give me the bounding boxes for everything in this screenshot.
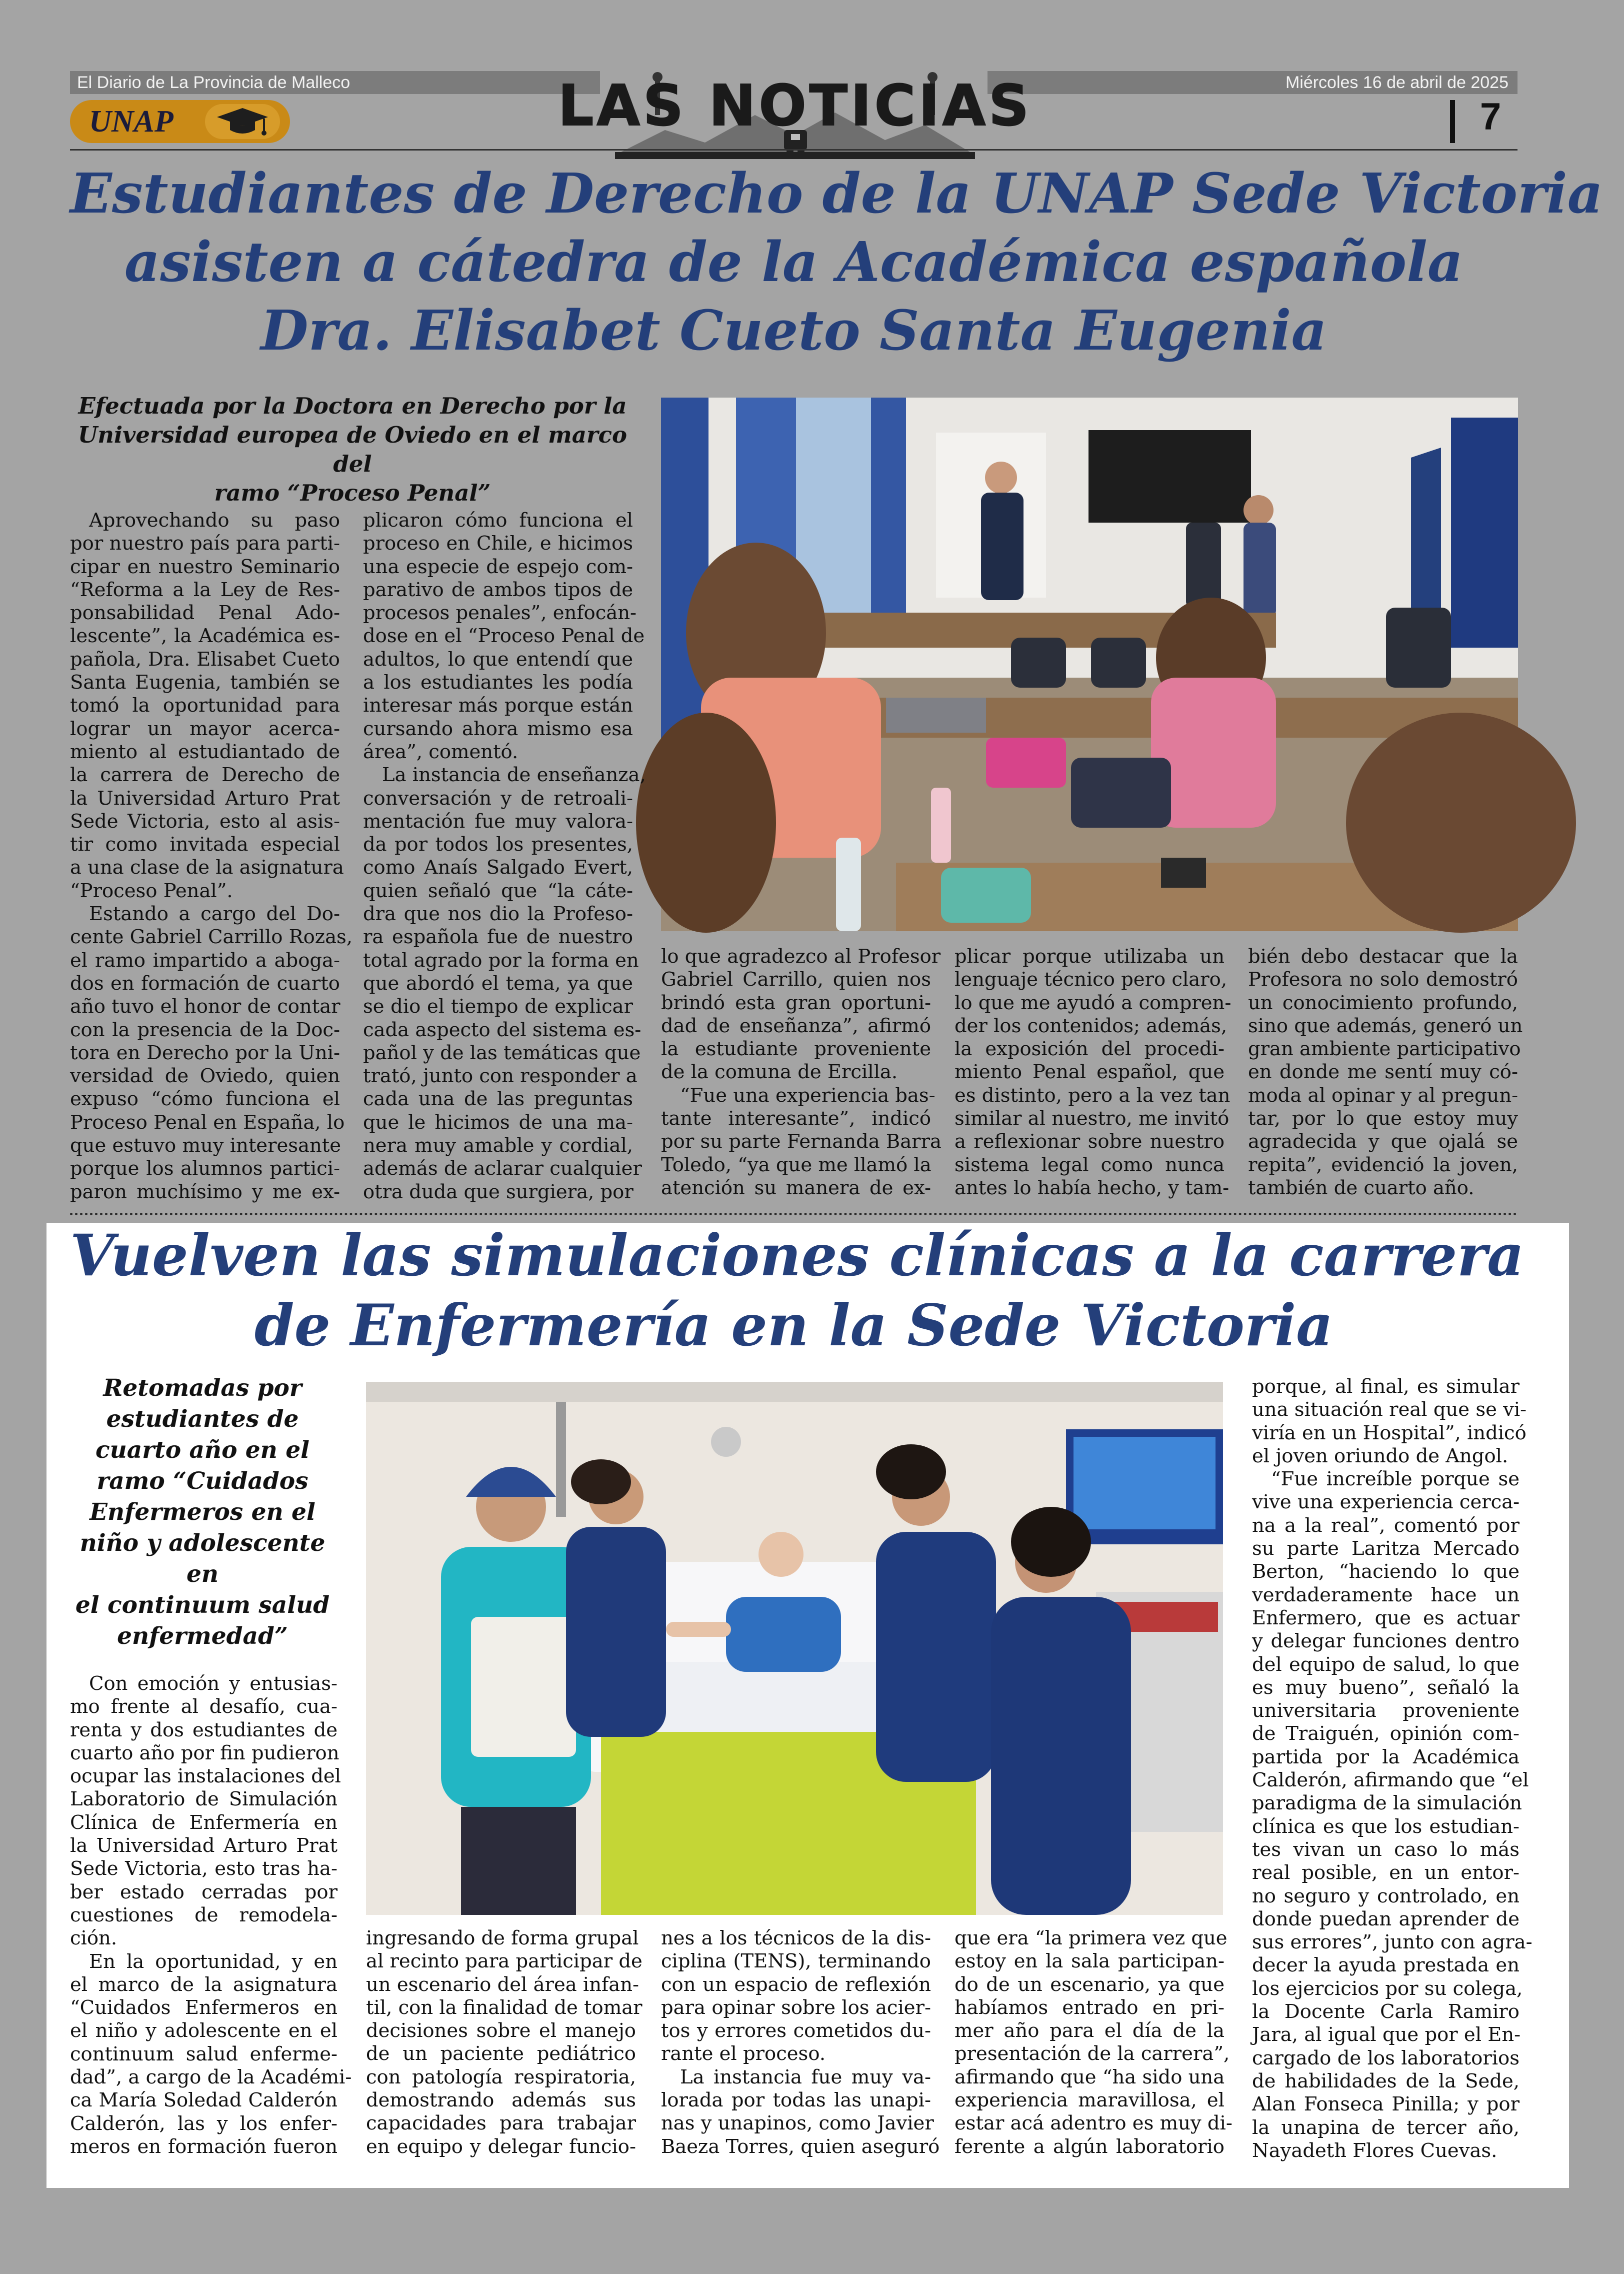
article1-column [363,509,646,1204]
text-line: dose en el “Proceso Penal de [363,625,645,648]
text-line: mer año para el día de la [954,2019,1224,2042]
text-line: clínica es que los estudian- [1252,1815,1520,1838]
text-line: ra española fue de nuestro [363,926,633,949]
section-badge [70,100,290,143]
text-line: total agrado por la forma en [363,949,639,972]
text-line: su parte Laritza Mercado [1252,1537,1520,1560]
text-line: “Reforma a la Ley de Res- [70,578,340,601]
section-badge-label: UNAP [89,105,174,139]
text-line: rante el proceso. [661,2042,826,2065]
deck-line: enfermedad” [117,1622,288,1650]
text-line: un escenario del área infan- [366,1973,640,1996]
text-line: Calderón, afirmando que “el [1252,1769,1529,1792]
article1-headline [70,159,1604,365]
text-line: ber estado cerradas por [70,1880,338,1903]
text-line: Santa Eugenia, también se [70,671,340,694]
text-line: habíamos entrado en pri- [954,1996,1224,2019]
text-line: ción. [70,1927,118,1950]
article2-column [70,1672,352,2158]
text-line: Alan Fonseca Pinilla; y por [1252,2093,1520,2116]
text-line: expuso “cómo funciona el [70,1088,340,1111]
article2-deck [70,1373,335,1652]
deck-line: Universidad europea de Oviedo en el marco del [78,422,627,477]
text-line: Estando a cargo del Do- [89,903,340,926]
text-line: el marco de la asignatura [70,1973,338,1996]
text-line: parativo de ambos tipos de [363,578,633,601]
deck-line: cuarto año en el [96,1436,310,1464]
text-line: Profesora no solo demostró [1248,968,1518,991]
text-line: Clínica de Enfermería en [70,1811,338,1834]
text-line: la carrera de Derecho de [70,764,340,787]
text-line: ocupar las instalaciones del [70,1765,341,1788]
text-line: donde puedan aprender de [1252,1907,1520,1930]
text-line: sino que además, generó un [1248,1014,1523,1037]
page-number-divider [1450,100,1455,143]
text-line: meros en formación fueron [70,2135,338,2158]
text-line: Laboratorio de Simulación [70,1788,338,1811]
text-line: atención su manera de ex- [661,1176,931,1199]
article2-headline [70,1220,1524,1360]
text-line: ca María Soledad Calderón [70,2089,338,2112]
text-line: que abordó el tema, ya que [363,972,633,995]
text-line: Gabriel Carrillo, quien nos [661,968,931,991]
text-line: que le hicimos de una ma- [363,1111,633,1134]
text-line: que era “la primera vez que [954,1927,1228,1949]
text-line: der los contenidos; además, [954,1014,1228,1037]
text-line: plicar porque utilizaba un [954,945,1224,968]
text-line: en equipo y delegar funcio- [366,2135,636,2158]
text-line: sus errores”, junto con agra- [1252,1931,1532,1954]
text-line: adultos, lo que entendí que [363,648,633,671]
deck-line: Retomadas por [103,1374,302,1402]
text-line: que estuvo muy interesante [70,1134,342,1157]
article1-deck [70,392,635,508]
text-line: al recinto para participar de [366,1950,642,1973]
text-line: Nayadeth Flores Cuevas. [1252,2139,1498,2162]
text-line: bién debo destacar que la [1248,945,1518,968]
text-line: es distinto, pero a la vez tan [954,1084,1230,1107]
deck-line: estudiantes de [106,1405,299,1433]
text-line: do de un escenario, ya que [954,1973,1224,1996]
text-line: decer la ayuda prestada en [1252,1954,1520,1977]
text-line: el joven oriundo de Angol. [1252,1444,1508,1467]
text-line: dra que nos dio la Profeso- [363,903,633,926]
text-line: miento Penal español, que [954,1061,1224,1084]
text-line: Toledo, “ya que me llamó la [661,1153,932,1176]
text-line: a los estudiantes les podía [363,671,633,694]
text-line: paron muchísimo y me ex- [70,1180,340,1203]
text-line: año tuvo el honor de contar [70,995,340,1018]
headline-line: Estudiantes de Derecho de la UNAP Sede Victoria [70,161,1604,226]
text-line: repita”, evidenció la joven, [1248,1153,1518,1176]
text-line: da por todos los presentes, [363,833,633,856]
text-line: la unapina de tercer año, [1252,2116,1520,2139]
text-line: Jara, al igual que por el En- [1252,2023,1521,2046]
text-line: con la presencia de la Doc- [70,1018,340,1041]
text-line: En la oportunidad, y en [89,1950,338,1973]
text-line: un conocimiento profundo, [1248,991,1518,1014]
text-line: dad de enseñanza”, afirmó [661,1014,931,1037]
text-line: Con emoción y entusias- [89,1672,338,1695]
text-line: continuum salud enferme- [70,2042,338,2065]
text-line: una especie de espejo com- [363,555,633,578]
text-line: demostrando además sus [366,2089,636,2112]
headline-line: Vuelven las simulaciones clínicas a la carrera [70,1222,1524,1289]
article1-column [661,945,942,1200]
text-line: decisiones sobre el manejo [366,2019,636,2042]
text-line: Berton, “haciendo lo que [1252,1560,1520,1583]
text-line: lograr un mayor acerca- [70,717,340,740]
text-line: La instancia de enseñanza, [382,764,646,787]
text-line: nas y unapinos, como Javier [661,2112,934,2135]
text-line: cuarto año por fin pudieron [70,1741,340,1764]
text-line: como Anaís Salgado Evert, [363,856,633,879]
text-line: dad”, a cargo de la Académi- [70,2066,352,2089]
text-line: otra duda que surgiera, por [363,1180,634,1203]
text-line: es muy bueno”, señaló la [1252,1676,1520,1699]
text-line: lo que agradezco al Profesor [661,945,941,968]
text-line: tos y errores cometidos du- [661,2019,931,2042]
text-line: paradigma de la simulación [1252,1792,1522,1815]
text-line: cursando ahora mismo esa [363,717,633,740]
text-line: nera muy amable y cordial, [363,1134,633,1157]
text-line: presentación de la carrera”, [954,2042,1230,2065]
text-line: agradecida y que ojalá se [1248,1130,1518,1153]
text-line: cipar en nuestro Seminario [70,555,340,578]
text-line: por nuestro país para parti- [70,532,340,555]
text-line: cada aspecto del sistema es- [363,1018,642,1041]
text-line: área”, comentó. [363,740,518,763]
text-line: y delegar funciones dentro [1252,1630,1520,1653]
text-line: también de cuarto año. [1248,1176,1474,1199]
text-line: mentación fue muy valora- [363,810,633,833]
text-line: porque los alumnos partici- [70,1157,340,1180]
text-line: conversación y de retroali- [363,787,633,810]
text-line: ciplina (TENS), terminando [661,1950,931,1973]
text-line: trató, junto con responder a [363,1065,638,1088]
text-line: quien señaló que “la cáte- [363,879,633,902]
text-line: real posible, en un entor- [1252,1861,1520,1884]
text-line: no seguro y controlado, en [1252,1884,1520,1907]
text-line: Sede Victoria, esto tras ha- [70,1857,338,1880]
text-line: interesar más porque están [363,694,633,717]
article1-column [954,945,1232,1200]
text-line: “Cuidados Enfermeros en [70,1996,338,2019]
text-line: cente Gabriel Carrillo Rozas, [70,926,353,949]
article2-column [1252,1375,1532,2162]
text-line: pañola, Dra. Elisabet Cueto [70,648,340,671]
text-line: ingresando de forma grupal [366,1927,639,1949]
text-line: miento al estudiantado de [70,740,340,763]
article2-column [954,1927,1232,2158]
text-line: de Traiguén, opinión com- [1252,1722,1520,1745]
text-line: “Fue una experiencia bas- [680,1084,936,1107]
article2-column [366,1927,642,2158]
article1-column [70,509,353,1204]
text-line: versidad de Oviedo, quien [70,1065,340,1088]
newspaper-subtitle: El Diario de La Provincia de Malleco [70,71,600,94]
text-line: moda al opinar y al pregun- [1248,1084,1518,1107]
text-line: la exposición del procedi- [954,1038,1224,1061]
text-line: na a la real”, comentó por [1252,1514,1520,1537]
text-line: La instancia fue muy va- [680,2065,931,2088]
text-line: renta y dos estudiantes de [70,1718,338,1741]
page-number: 7 [1480,96,1502,138]
text-line: con un espacio de reflexión [661,1973,931,1996]
text-line: gran ambiente participativo [1248,1038,1521,1061]
text-line: lenguaje técnico pero claro, [954,968,1228,991]
text-line: del equipo de salud, lo que [1252,1653,1520,1676]
text-line: lorada por todas las unapi- [661,2089,931,2112]
text-line: tar, por lo que estoy muy [1248,1107,1518,1130]
text-line: Baeza Torres, quien aseguró [661,2135,940,2158]
text-line: partida por la Académica [1252,1745,1520,1768]
text-line: con patología respiratoria, [366,2065,636,2088]
text-line: Proceso Penal en España, lo [70,1111,345,1134]
text-line: cada una de las preguntas [363,1088,633,1111]
masthead-title: LAS NOTICIAS [558,74,1032,139]
text-line: dos en formación de cuarto [70,972,340,995]
text-line: proceso en Chile, e hicimos [363,532,633,555]
text-line: vive una experiencia cerca- [1252,1491,1520,1514]
text-line: cargado de los laboratorios [1252,2046,1520,2069]
text-line: nes a los técnicos de la dis- [661,1927,931,1949]
text-line: afirmando que “ha sido una [954,2065,1225,2088]
article-separator [70,1213,1518,1215]
text-line: el niño y adolescente en el [70,2019,338,2042]
text-line: viría en un Hospital”, indicó [1252,1421,1526,1444]
deck-line: niño y adolescente en [80,1529,326,1588]
text-line: “Fue increíble porque se [1271,1468,1520,1491]
text-line: porque, al final, es simular [1252,1375,1520,1398]
text-line: pañol y de las temáticas que [363,1041,641,1064]
text-line: además de aclarar cualquier [363,1157,642,1180]
text-line: procesos penales”, enfocán- [363,602,637,625]
deck-line: Efectuada por la Doctora en Derecho por la [78,393,627,419]
text-line: brindó esta gran oportuni- [661,991,931,1014]
text-line: de un paciente pediátrico [366,2042,636,2065]
deck-line: ramo “Proceso Penal” [214,480,491,506]
text-line: una situación real que se vi- [1252,1398,1527,1421]
text-line: estar acá adentro es muy di- [954,2112,1232,2135]
text-line: “Proceso Penal”. [70,879,233,902]
text-line: se dio el tiempo de explicar [363,995,633,1018]
text-line: en donde me sentí muy có- [1248,1061,1518,1084]
text-line: Calderón, las y los enfer- [70,2112,338,2135]
text-line: la Docente Carla Ramiro [1252,2000,1520,2023]
text-line: para opinar sobre los acier- [661,1996,931,2019]
text-line: experiencia maravillosa, el [954,2089,1224,2112]
text-line: de la comuna de Ercilla. [661,1061,898,1084]
text-line: verdaderamente hace un [1252,1583,1520,1606]
text-line: la Universidad Arturo Prat [70,787,340,810]
text-line: la estudiante proveniente [661,1038,931,1061]
graduation-cap-icon [205,104,280,139]
headline-line: Dra. Elisabet Cueto Santa Eugenia [260,298,1327,363]
text-line: ponsabilidad Penal Ado- [70,602,340,625]
text-line: tora en Derecho por la Uni- [70,1041,340,1064]
text-line: cuestiones de remodela- [70,1903,338,1926]
text-line: por su parte Fernanda Barra [661,1130,942,1153]
text-line: lo que me ayudó a compren- [954,991,1232,1014]
headline-line: asisten a cátedra de la Académica española [124,230,1464,294]
text-line: Enfermero, que es actuar [1252,1606,1520,1629]
article2-column [661,1927,940,2158]
text-line: sistema legal como nunca [954,1153,1224,1176]
text-line: estoy en la sala participan- [954,1950,1224,1973]
text-line: de habilidades de la Sede, [1252,2069,1520,2092]
text-line: plicaron cómo funciona el [363,509,633,532]
text-line: tir como invitada especial [70,833,340,856]
text-line: Sede Victoria, esto al asis- [70,810,340,833]
header-rule [70,149,1518,151]
text-line: a una clase de la asignatura [70,856,344,879]
text-line: antes lo había hecho, y tam- [954,1176,1230,1199]
classroom-photo [661,398,1518,931]
text-line: capacidades para trabajar [366,2112,636,2135]
text-line: tes vivan un caso lo más [1252,1838,1520,1861]
headline-line: de Enfermería en la Sede Victoria [254,1292,1334,1359]
text-line: ferente a algún laboratorio [954,2135,1224,2158]
article1-column [1248,945,1523,1200]
text-line: los ejercicios por su colega, [1252,1977,1523,2000]
text-line: el ramo impartido a aboga- [70,949,340,972]
deck-line: Enfermeros en el [90,1498,316,1526]
text-line: universitaria proveniente [1252,1699,1520,1722]
text-line: tante interesante”, indicó [661,1107,931,1130]
text-line: similar al nuestro, me invitó [954,1107,1230,1130]
text-line: a reflexionar sobre nuestro [954,1130,1224,1153]
text-line: til, con la finalidad de tomar [366,1996,642,2019]
deck-line: el continuum salud [75,1591,330,1619]
deck-line: ramo “Cuidados [96,1467,308,1495]
issue-date: Miércoles 16 de abril de 2025 [988,71,1518,94]
nursing-simulation-photo [366,1382,1223,1915]
text-line: mo frente al desafío, cua- [70,1695,338,1718]
text-line: la Universidad Arturo Prat [70,1834,338,1857]
text-line: lescente”, la Académica es- [70,625,340,648]
text-line: Aprovechando su paso [89,509,340,532]
text-line: tomó la oportunidad para [70,694,340,717]
